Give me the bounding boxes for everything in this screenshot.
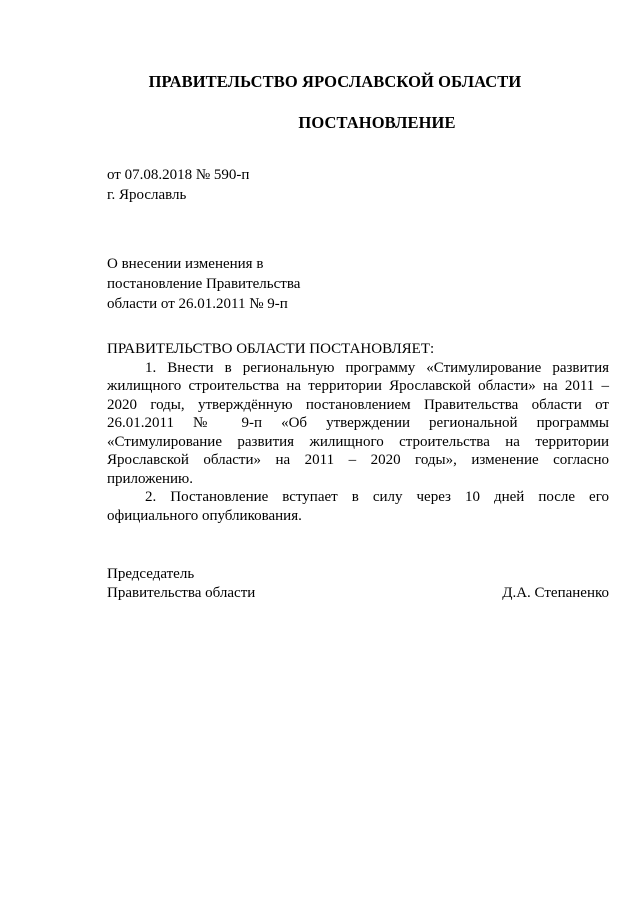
resolution-lead: ПРАВИТЕЛЬСТВО ОБЛАСТИ ПОСТАНОВЛЯЕТ:	[107, 341, 435, 357]
document-subject	[107, 254, 300, 314]
signer-name: Д.А. Степаненко	[502, 584, 609, 601]
document-meta	[107, 165, 249, 205]
date-number-line: от 07.08.2018 № 590-п	[107, 167, 250, 183]
signer-title-line2: Правительства области	[107, 584, 256, 601]
resolution-item-1: 1. Внести в региональную программу «Стимулирование развития жилищного строительства на территории Ярославской области» на 2011 – 2020 годы, утверждённую постановлением Правительства области от 26.01.2011 № 9-п «Об утверждении региональной программы «Стимулирование развития жилищного строительства на территории Ярославской области» на 2011 – 2020 годы», изменение согласно приложению.	[107, 359, 609, 487]
document-body	[107, 340, 609, 525]
subject-line: О внесении изменения в	[107, 256, 264, 272]
organization-heading: ПРАВИТЕЛЬСТВО ЯРОСЛАВСКОЙ ОБЛАСТИ	[148, 72, 522, 91]
subject-line: области от 26.01.2011 № 9-п	[107, 296, 288, 312]
signature-block	[107, 565, 609, 602]
subject-line: постановление Правительства	[107, 276, 301, 292]
resolution-item-2: 2. Постановление вступает в силу через 10 дней после его официального опубликования.	[107, 489, 609, 524]
document-type-heading: ПОСТАНОВЛЕНИЕ	[298, 113, 456, 132]
signature-row	[107, 584, 609, 603]
city-line: г. Ярославль	[107, 187, 187, 203]
signer-title-line1: Председатель	[107, 566, 195, 582]
